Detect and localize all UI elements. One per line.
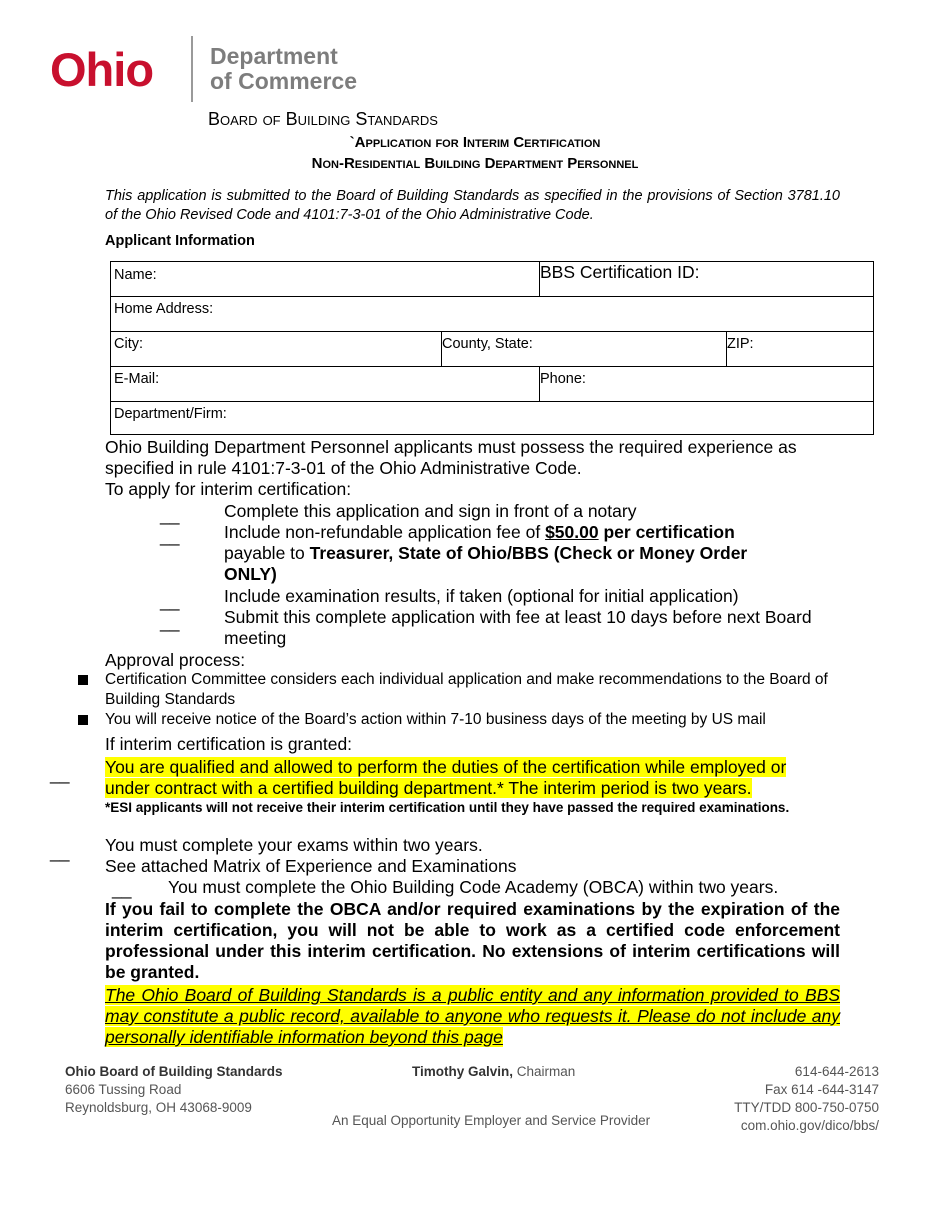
exams-text: You must complete your exams within two years. <box>105 835 483 855</box>
fee-text-pre: Include non-refundable application fee of <box>224 522 546 542</box>
row-divider <box>111 366 873 367</box>
expiration-warning: If you fail to complete the OBCA and/or required examinations by the expiration of the interim certification, you will not be able to work as a certified code enforcement professional under this interim certification. No extensions of interim certifications will be granted. <box>105 899 840 982</box>
checkbox-blank-obca[interactable]: __ <box>112 879 132 899</box>
footer-chairman <box>412 1063 575 1081</box>
approval-heading: Approval process: <box>105 650 246 670</box>
dept-line-1: Department <box>210 43 338 69</box>
approval-bullet-1: Certification Committee considers each individual application and make recommendations to the Board of Building Standards <box>105 671 828 708</box>
footer-contact <box>700 1063 879 1135</box>
board-title: Board of Building Standards <box>208 109 438 129</box>
email-field[interactable]: E-Mail: <box>114 371 160 387</box>
name-field[interactable]: Name: <box>114 267 157 283</box>
chair-name: Timothy Galvin, <box>412 1064 514 1079</box>
footer-tty: TTY/TDD 800-750-0750 <box>734 1100 879 1115</box>
footer-city: Reynoldsburg, OH 43068-9009 <box>65 1100 252 1115</box>
footer-phone: 614-644-2613 <box>794 1064 879 1079</box>
footer-fax: Fax 614 -644-3147 <box>764 1082 879 1097</box>
fee-payee: Treasurer, State of Ohio/BBS (Check or Money Order <box>309 543 748 563</box>
checkbox-blank-qualified[interactable]: __ <box>50 764 70 784</box>
applicant-info-heading: Applicant Information <box>105 233 255 249</box>
footer-street: 6606 Tussing Road <box>65 1082 182 1097</box>
esi-note: *ESI applicants will not receive their interim certification until they have passed the required examinations. <box>105 800 790 815</box>
fee-payable-pre: payable to <box>224 543 310 563</box>
row-divider <box>111 331 873 332</box>
fee-payee-end: ONLY) <box>224 564 277 584</box>
row-divider <box>111 401 873 402</box>
bbs-certification-id-field[interactable]: BBS Certification ID: <box>540 262 700 282</box>
item-notary: Complete this application and sign in front of a notary <box>224 501 637 521</box>
home-address-field[interactable]: Home Address: <box>114 301 214 317</box>
item-submit <box>224 607 864 649</box>
item-fee <box>224 522 864 585</box>
matrix-text: See attached Matrix of Experience and Examinations <box>105 856 517 876</box>
city-field[interactable]: City: <box>114 336 143 352</box>
granted-heading: If interim certification is granted: <box>105 734 353 754</box>
application-title: `Application for Interim Certification <box>349 134 601 151</box>
department-of-commerce-logo <box>210 44 357 94</box>
intro-paragraph: This application is submitted to the Board of Building Standards as specified in the provisions of Section 3781.10 of the Ohio Revised Code and 4101:7-3-01 of the Ohio Administrative Code. <box>105 188 840 223</box>
checkbox-blank-submit[interactable]: __ <box>160 612 180 632</box>
county-state-field[interactable]: County, State: <box>442 336 533 352</box>
logo-divider <box>191 36 193 102</box>
square-bullet-icon <box>78 715 88 725</box>
obca-text: You must complete the Ohio Building Code Academy (OBCA) within two years. <box>168 877 779 897</box>
checkbox-blank-exam[interactable]: __ <box>160 591 180 611</box>
checkbox-blank-exams[interactable]: __ <box>50 842 70 862</box>
chair-title: Chairman <box>513 1064 576 1079</box>
phone-field[interactable]: Phone: <box>540 371 586 387</box>
requirements-line-1: Ohio Building Department Personnel applicants must possess the required experience as <box>105 437 797 457</box>
qualified-line-2: under contract with a certified building department.* The interim period is two years. <box>105 778 752 798</box>
apply-heading: To apply for interim certification: <box>105 479 352 499</box>
ohio-logo: Ohio <box>50 43 154 96</box>
fee-text-post: per certification <box>598 522 735 542</box>
privacy-notice <box>105 985 840 1048</box>
privacy-text: The Ohio Board of Building Standards is a public entity and any information provided to BBS may constitute a public record, available to anyone who requests it. Please do not include any personally identifiable information beyond this page <box>105 985 840 1047</box>
dept-line-2: of Commerce <box>210 68 357 94</box>
approval-bullet-2: You will receive notice of the Board’s action within 7-10 business days of the meeting by US mail <box>105 711 766 728</box>
qualified-line-1: You are qualified and allowed to perform the duties of the certification while employed or <box>105 757 787 777</box>
submit-line-1: Submit this complete application with fee at least 10 days before next Board <box>224 607 812 627</box>
footer-web-link[interactable]: com.ohio.gov/dico/bbs/ <box>740 1118 879 1133</box>
item-exam-results: Include examination results, if taken (optional for initial application) <box>224 586 739 606</box>
submit-line-2: meeting <box>224 628 287 648</box>
zip-field[interactable]: ZIP: <box>727 336 754 352</box>
department-firm-field[interactable]: Department/Firm: <box>114 406 227 422</box>
checkbox-blank-notary[interactable]: __ <box>160 505 180 525</box>
footer-eeo: An Equal Opportunity Employer and Service Provider <box>332 1113 651 1128</box>
footer-org: Ohio Board of Building Standards <box>65 1064 283 1079</box>
checkbox-blank-fee[interactable]: __ <box>160 526 180 546</box>
square-bullet-icon <box>78 675 88 685</box>
application-subtitle: Non-Residential Building Department Personnel <box>311 155 639 172</box>
fee-amount: $50.00 <box>545 522 599 542</box>
row-divider <box>111 296 873 297</box>
qualified-highlight <box>105 757 786 799</box>
footer-address <box>65 1063 283 1117</box>
requirements-line-2: specified in rule 4101:7-3-01 of the Ohio Administrative Code. <box>105 458 582 478</box>
applicant-form-table <box>110 261 874 435</box>
